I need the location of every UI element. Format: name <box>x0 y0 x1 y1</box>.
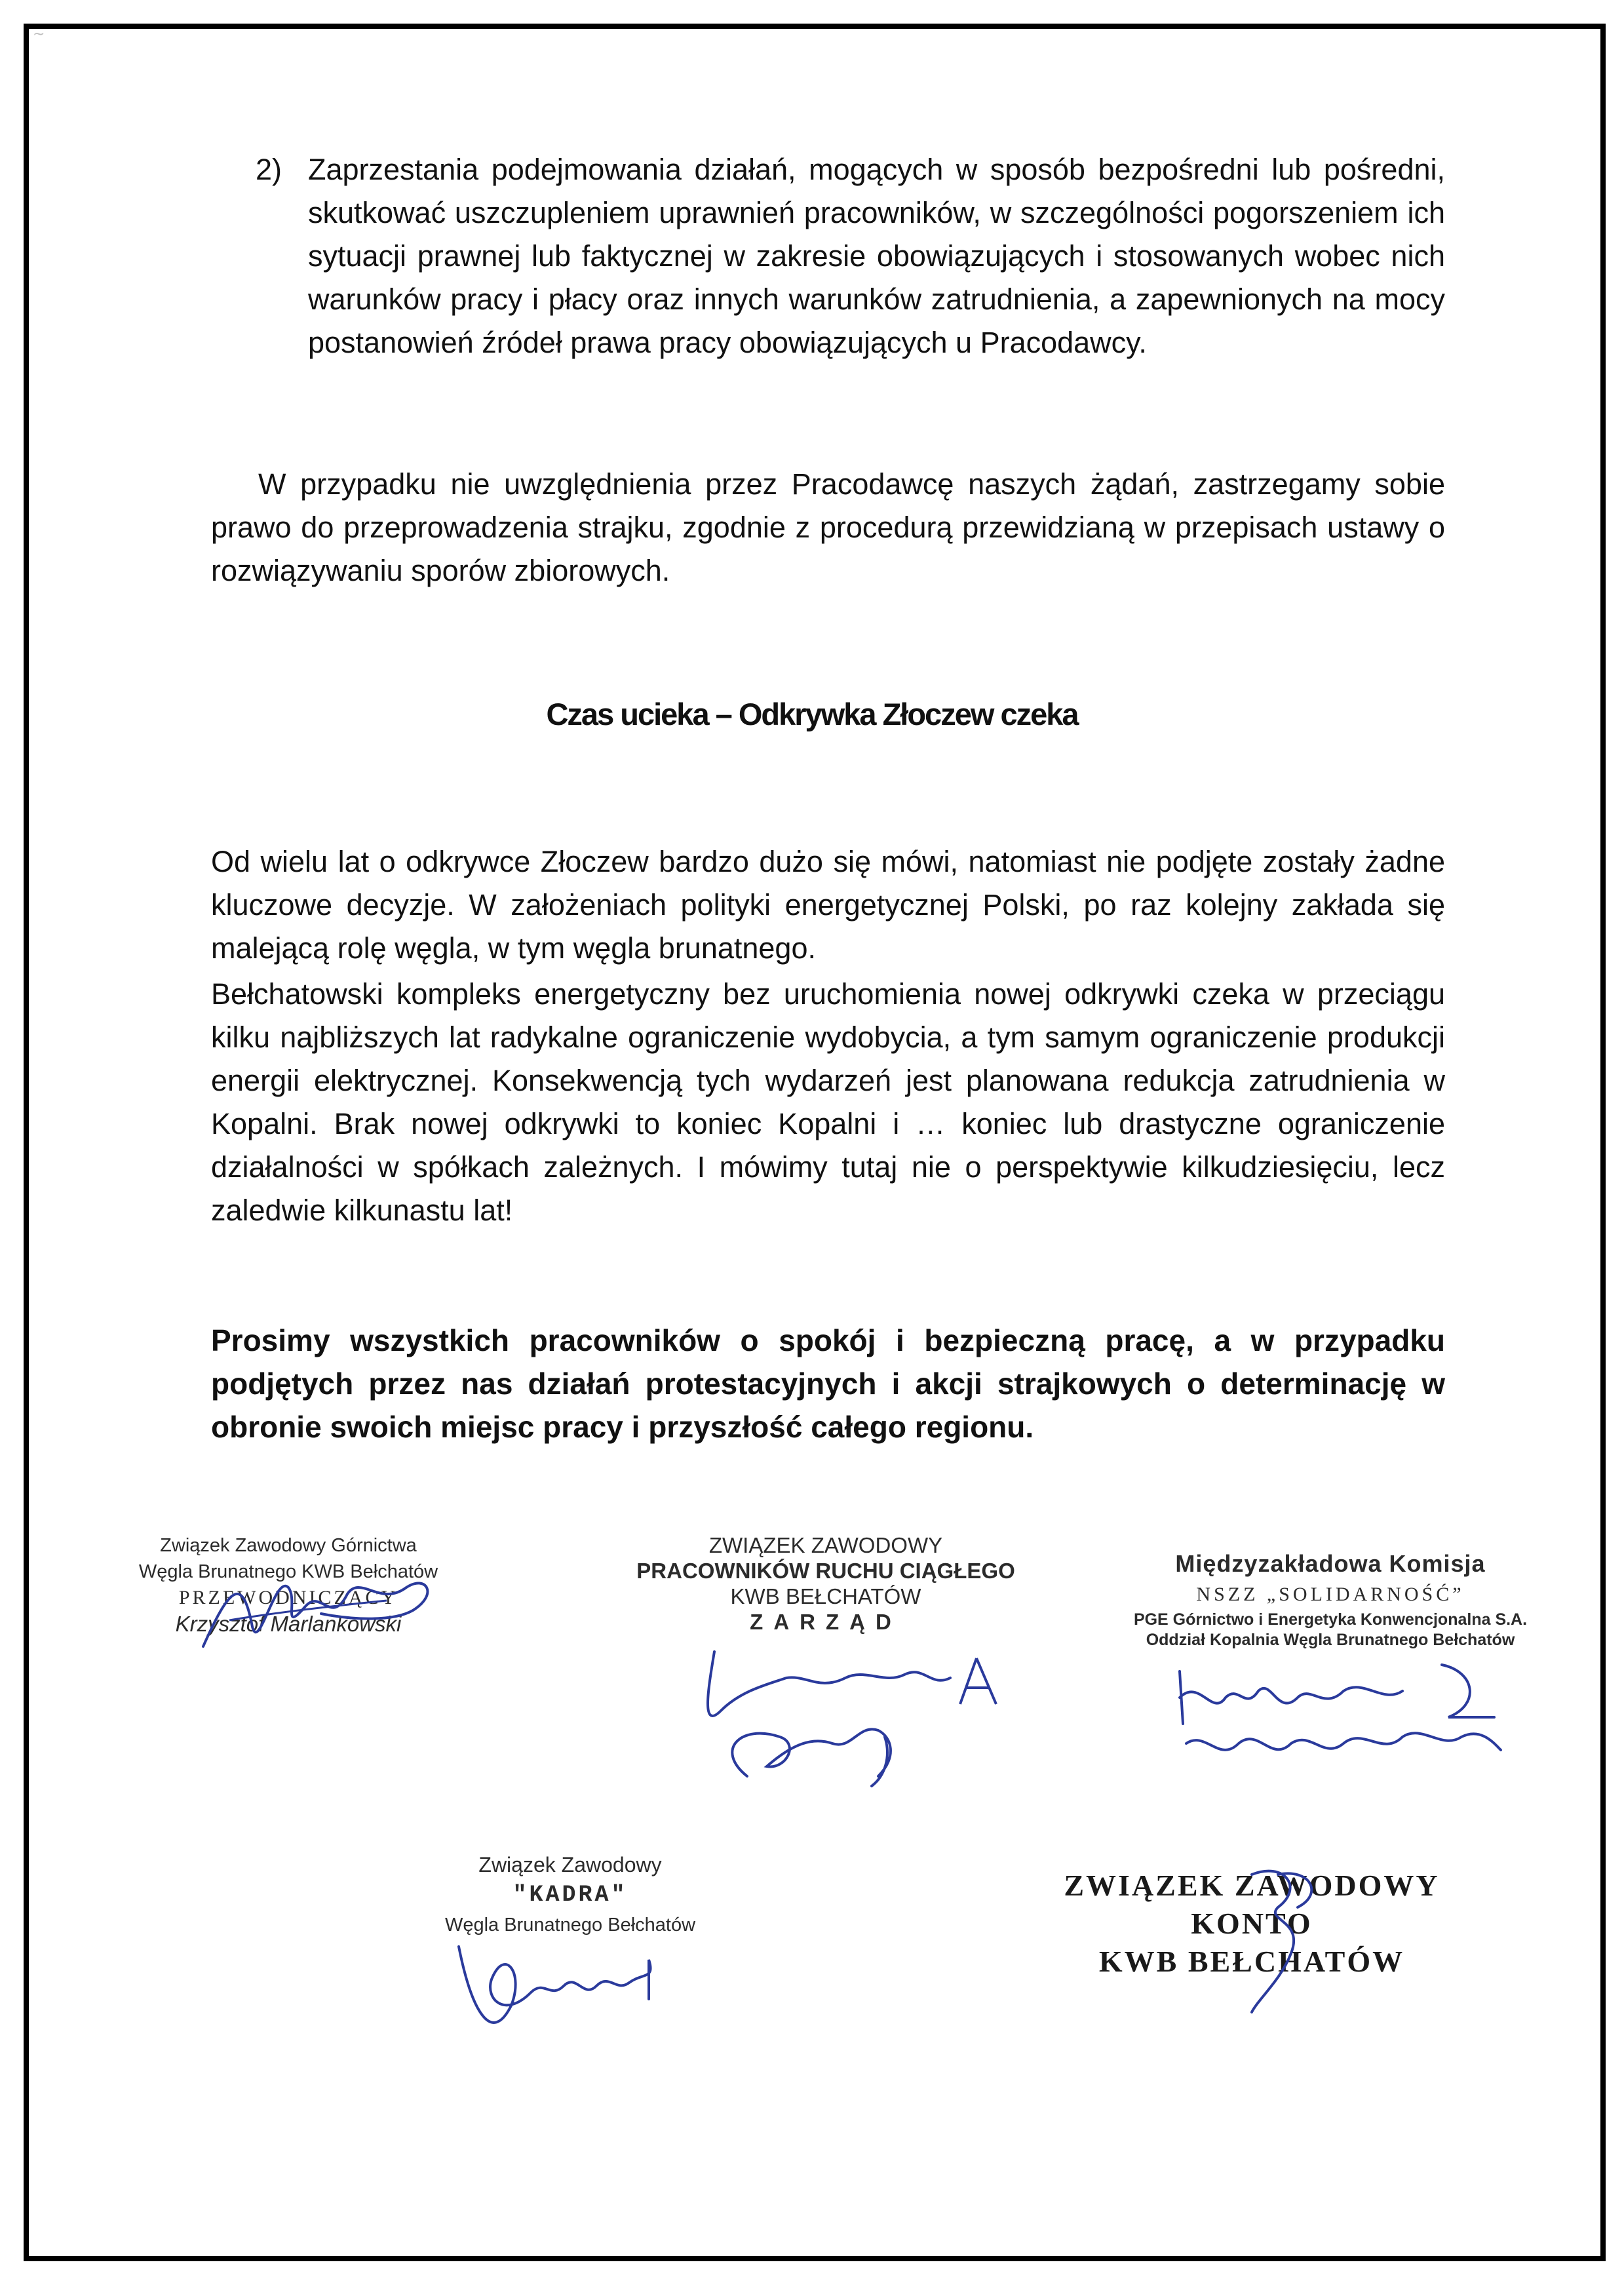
list-item-number: 2) <box>256 153 282 186</box>
stamp-solidarnosc <box>1101 1548 1560 1650</box>
stamp-gornictwa <box>125 1532 452 1637</box>
section-heading: Czas ucieka – Odkrywka Złoczew czeka <box>546 697 1078 731</box>
stamp-line: KWB BEŁCHATÓW <box>1098 1945 1405 1978</box>
body-paragraph-2: Bełchatowski kompleks energetyczny bez uruchomienia nowej odkrywki czeka w przeciągu kilku najbliższych lat radykalne ograniczenie wydobycia, a tym samym ograniczenie produkcji energii elektrycznej. Konsekwencją tych wydarzeń jest planowana redukcja zatrudnienia w Kopalni. Brak nowej odkrywki to koniec Kopalni i … koniec lub drastyczne ograniczenie działalności w spółkach zależnych. I mówimy tutaj nie o perspektywie kilkudziesięciu, lecz zaledwie kilkunastu lat! <box>211 977 1445 1227</box>
stamp-konto <box>1022 1867 1481 1981</box>
stamp-line: ZWIĄZEK ZAWODOWY <box>708 1533 943 1557</box>
stamp-line: "KADRA" <box>512 1882 628 1908</box>
stamp-line: NSZZ „SOLIDARNOŚĆ” <box>1196 1584 1465 1605</box>
stamp-line: ZWIĄZEK ZAWODOWY <box>1064 1869 1440 1902</box>
stamp-line: KWB BEŁCHATÓW <box>730 1584 921 1608</box>
list-item-text: Zaprzestania podejmowania działań, mogących w sposób bezpośredni lub pośredni, skutkować uszczupleniem uprawnień pracowników, w szczególności pogorszeniem ich sytuacji prawnej lub faktycznej w zakresie obowiązujących i stosowanych wobec nich warunków pracy i płacy oraz innych warunków zatrudnienia, a zapewnionych na mocy postanowień źródeł prawa pracy obowiązujących u Pracodawcy. <box>308 153 1445 359</box>
stamp-line: PRACOWNIKÓW RUCHU CIĄGŁEGO <box>636 1559 1015 1583</box>
stamp-line: KONTO <box>1191 1907 1313 1940</box>
stamp-line: ZARZĄD <box>750 1610 902 1634</box>
body-paragraph-1: Od wielu lat o odkrywce Złoczew bardzo dużo się mówi, natomiast nie podjęte zostały żadne kluczowe decyzje. W założeniach polityki energetycznej Polski, po raz kolejny zakłada się malejącą rolę węgla, w tym węgla brunatnego. <box>211 845 1445 965</box>
stamp-line: Związek Zawodowy <box>478 1853 662 1876</box>
strike-paragraph: W przypadku nie uwzględnienia przez Pracodawcę naszych żądań, zastrzegamy sobie prawo do przeprowadzenia strajku, zgodnie z procedurą przewidzianą w przepisach ustawy o rozwiązywaniu sporów zbiorowych. <box>211 467 1445 587</box>
stamp-line: Związek Zawodowy Górnictwa <box>160 1535 417 1556</box>
stamp-line: Węgla Brunatnego Bełchatów <box>444 1915 696 1935</box>
stamp-ruchu-ciaglego <box>623 1532 1029 1635</box>
stamp-line: PGE Górnictwo i Energetyka Konwencjonalna S.A. <box>1133 1610 1528 1629</box>
appeal-paragraph: Prosimy wszystkich pracowników o spokój i bezpieczną pracę, a w przypadku podjętych przez nas działań protestacyjnych i akcji strajkowych o determinację w obronie swoich miejsc pracy i przyszłość całego regionu. <box>211 1323 1445 1444</box>
stamp-line: Krzysztof Marlankowski <box>175 1612 402 1636</box>
stamp-kadra <box>406 1850 734 1940</box>
scan-artifact: ~ <box>33 26 45 43</box>
stamp-line: Międzyzakładowa Komisja <box>1175 1550 1486 1577</box>
stamp-line: Węgla Brunatnego KWB Bełchatów <box>138 1561 438 1582</box>
stamp-line: PRZEWODNICZĄCY <box>178 1587 398 1608</box>
stamp-line: Oddział Kopalnia Węgla Brunatnego Bełchatów <box>1146 1631 1515 1649</box>
